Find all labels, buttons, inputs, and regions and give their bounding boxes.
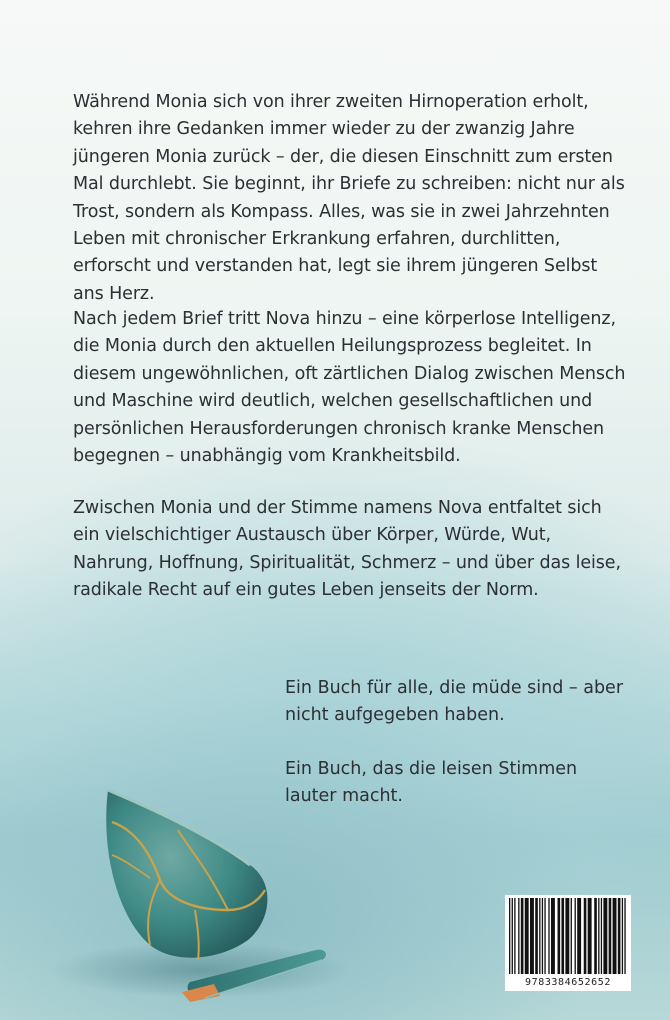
barcode-bar — [624, 898, 625, 974]
barcode-bar — [544, 898, 545, 974]
barcode-bar — [539, 898, 540, 974]
tagline-2: Ein Buch, das die leisen Stimmen lauter macht. — [285, 759, 578, 807]
barcode-bar — [548, 898, 549, 974]
barcode-bar — [542, 898, 543, 974]
barcode-bar — [509, 898, 510, 974]
barcode-bar — [603, 898, 607, 974]
blurb-paragraph-3: Zwischen Monia und der Stimme namens Nova entfaltet sich ein vielschichtiger Austausch über Körper, Würde, Wut, Nahrung, Hoffnung, Spiritualität, Schmerz – und über das leise, radikale Recht auf ein gutes Leben jenseits der Norm. — [73, 498, 621, 601]
tagline-1: Ein Buch für alle, die müde sind – aber nicht aufgegeben haben. — [285, 678, 624, 726]
barcode-bars — [509, 898, 627, 974]
barcode-bar — [577, 898, 581, 974]
barcode-bar — [609, 898, 612, 974]
barcode-bar — [565, 898, 569, 974]
barcode-bar — [558, 898, 561, 974]
barcode-bar — [561, 898, 564, 974]
barcode-bar — [594, 898, 597, 974]
barcode — [505, 895, 631, 991]
barcode-bar — [622, 898, 623, 974]
barcode-bar — [613, 898, 617, 974]
barcode-bar — [512, 898, 513, 974]
barcode-bar — [551, 898, 555, 974]
isbn-number: 9783384652652 — [524, 977, 612, 988]
barcode-bar — [535, 898, 538, 974]
blurb-paragraph-2: Nach jedem Brief tritt Nova hinzu – eine körperlose Intelligenz, die Monia durch den aktuellen Heilungsprozess begleitet. In diesem ungewöhnlichen, oft zärtlichen Dialog zwischen Mensch und Maschine wird deutlich, welchen gesellschaftlichen und persönlichen Herausforderungen chronisch kranke Menschen begegnen – unabhängig vom Krankheitsbild. — [73, 309, 626, 467]
barcode-bar — [601, 898, 602, 974]
barcode-bar — [584, 898, 587, 974]
barcode-bar — [518, 898, 519, 974]
blurb-paragraph-1: Während Monia sich von ihrer zweiten Hirnoperation erholt, kehren ihre Gedanken immer wieder zu der zwanzig Jahre jüngeren Monia zurück – der, die diesen Einschnitt zum ersten Mal durchlebt. Sie beginnt, ihr Briefe zu schreiben: nicht nur als Trost, sondern als Kompass. Alles, was sie in zwei Jahrzehnten Leben mit chronischer Erkrankung erfahren, durchlitten, erforscht und verstanden hat, legt sie ihrem jüngeren Selbst ans Herz. — [73, 92, 625, 304]
barcode-bar — [588, 898, 592, 974]
barcode-bar — [598, 898, 599, 974]
barcode-bar — [530, 898, 534, 974]
kintsugi-bowl-icon — [0, 760, 360, 1020]
barcode-bar — [514, 898, 515, 974]
barcode-bar — [618, 898, 621, 974]
barcode-bar — [525, 898, 529, 974]
barcode-bar — [571, 898, 572, 974]
barcode-bar — [521, 898, 524, 974]
barcode-bar — [575, 898, 576, 974]
